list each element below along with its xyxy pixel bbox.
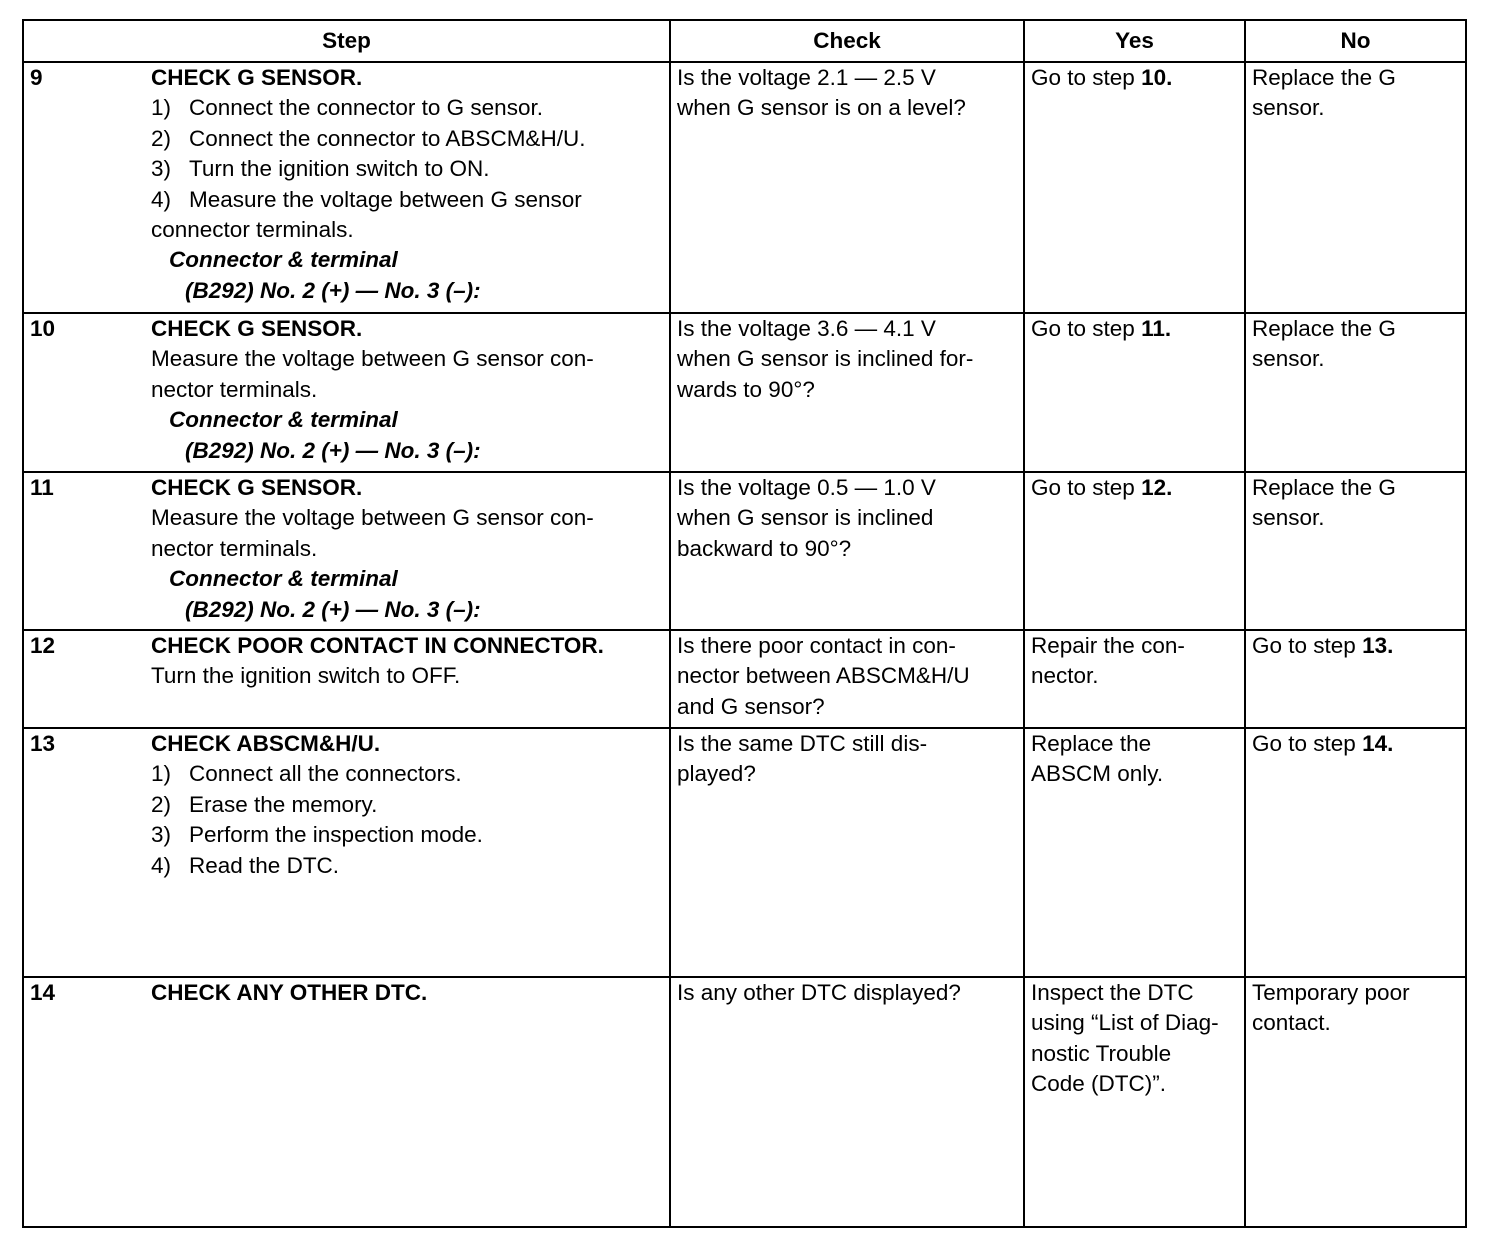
table-row [23,630,1466,728]
step-title: CHECK G SENSOR. [151,65,363,90]
step-title: CHECK G SENSOR. [151,475,363,500]
step-reference: 13. [1362,633,1394,658]
connector-value: (B292) No. 2 (+) — No. 3 (–): [185,277,481,303]
header-yes: Yes [1024,20,1245,62]
step-reference: 14. [1362,731,1394,756]
yes-cell: Repair the con- nector. [1024,630,1245,728]
step-cell [145,313,670,472]
step-reference: 12. [1141,475,1173,500]
yes-cell: Inspect the DTC using “List of Diag- nostic Trouble Code (DTC)”. [1024,977,1245,1227]
step-number: 14 [23,977,145,1227]
step-line: 2) Erase the memory. [151,791,378,817]
table-row [23,977,1466,1227]
step-cell [145,62,670,313]
diagnostic-table [22,19,1467,1228]
check-cell: Is there poor contact in con- nector between ABSCM&H/U and G sensor? [670,630,1024,728]
step-line: nector terminals. [151,376,318,402]
step-line: Measure the voltage between G sensor con- [151,505,594,531]
step-line: 1) Connect the connector to G sensor. [151,95,543,121]
header-row [23,20,1466,62]
step-number: 10 [23,313,145,472]
step-number: 9 [23,62,145,313]
check-cell: Is the voltage 3.6 — 4.1 V when G sensor is inclined for- wards to 90°? [670,313,1024,472]
check-cell: Is any other DTC displayed? [670,977,1024,1227]
no-cell: Replace the G sensor. [1245,472,1466,630]
step-reference: 11. [1141,316,1172,341]
step-line: Turn the ignition switch to OFF. [151,663,461,689]
connector-label: Connector & terminal [169,247,398,273]
connector-label: Connector & terminal [169,407,398,433]
step-number: 11 [23,472,145,630]
table-row [23,728,1466,977]
step-line: nector terminals. [151,535,318,561]
no-cell: Temporary poor contact. [1245,977,1466,1227]
step-cell [145,977,670,1227]
step-line: 2) Connect the connector to ABSCM&H/U. [151,125,586,151]
no-cell: Replace the G sensor. [1245,313,1466,472]
step-title: CHECK ABSCM&H/U. [151,731,381,756]
yes-cell: Go to step 12. [1024,472,1245,630]
header-no: No [1245,20,1466,62]
step-title: CHECK POOR CONTACT IN CONNECTOR. [151,633,604,658]
step-cell [145,472,670,630]
table-row [23,472,1466,630]
yes-cell: Replace the ABSCM only. [1024,728,1245,977]
step-line: 4) Measure the voltage between G sensor [151,186,582,212]
step-line: 1) Connect all the connectors. [151,761,462,787]
table-row [23,62,1466,313]
step-line: Measure the voltage between G sensor con- [151,346,594,372]
step-title: CHECK ANY OTHER DTC. [151,980,428,1005]
table-row [23,313,1466,472]
step-line: connector terminals. [151,217,354,243]
step-cell [145,630,670,728]
step-number: 13 [23,728,145,977]
step-cell [145,728,670,977]
yes-cell: Go to step 10. [1024,62,1245,313]
no-cell: Go to step 13. [1245,630,1466,728]
step-number: 12 [23,630,145,728]
check-cell: Is the voltage 2.1 — 2.5 V when G sensor is on a level? [670,62,1024,313]
check-cell: Is the same DTC still dis- played? [670,728,1024,977]
connector-value: (B292) No. 2 (+) — No. 3 (–): [185,596,481,622]
step-reference: 10. [1141,65,1173,90]
connector-value: (B292) No. 2 (+) — No. 3 (–): [185,437,481,463]
header-check: Check [670,20,1024,62]
connector-label: Connector & terminal [169,566,398,592]
step-line: 3) Perform the inspection mode. [151,822,483,848]
step-title: CHECK G SENSOR. [151,316,363,341]
step-line: 4) Read the DTC. [151,852,340,878]
check-cell: Is the voltage 0.5 — 1.0 V when G sensor is inclined backward to 90°? [670,472,1024,630]
no-cell: Go to step 14. [1245,728,1466,977]
header-step: Step [23,20,670,62]
step-line: 3) Turn the ignition switch to ON. [151,156,490,182]
no-cell: Replace the G sensor. [1245,62,1466,313]
yes-cell: Go to step 11. [1024,313,1245,472]
